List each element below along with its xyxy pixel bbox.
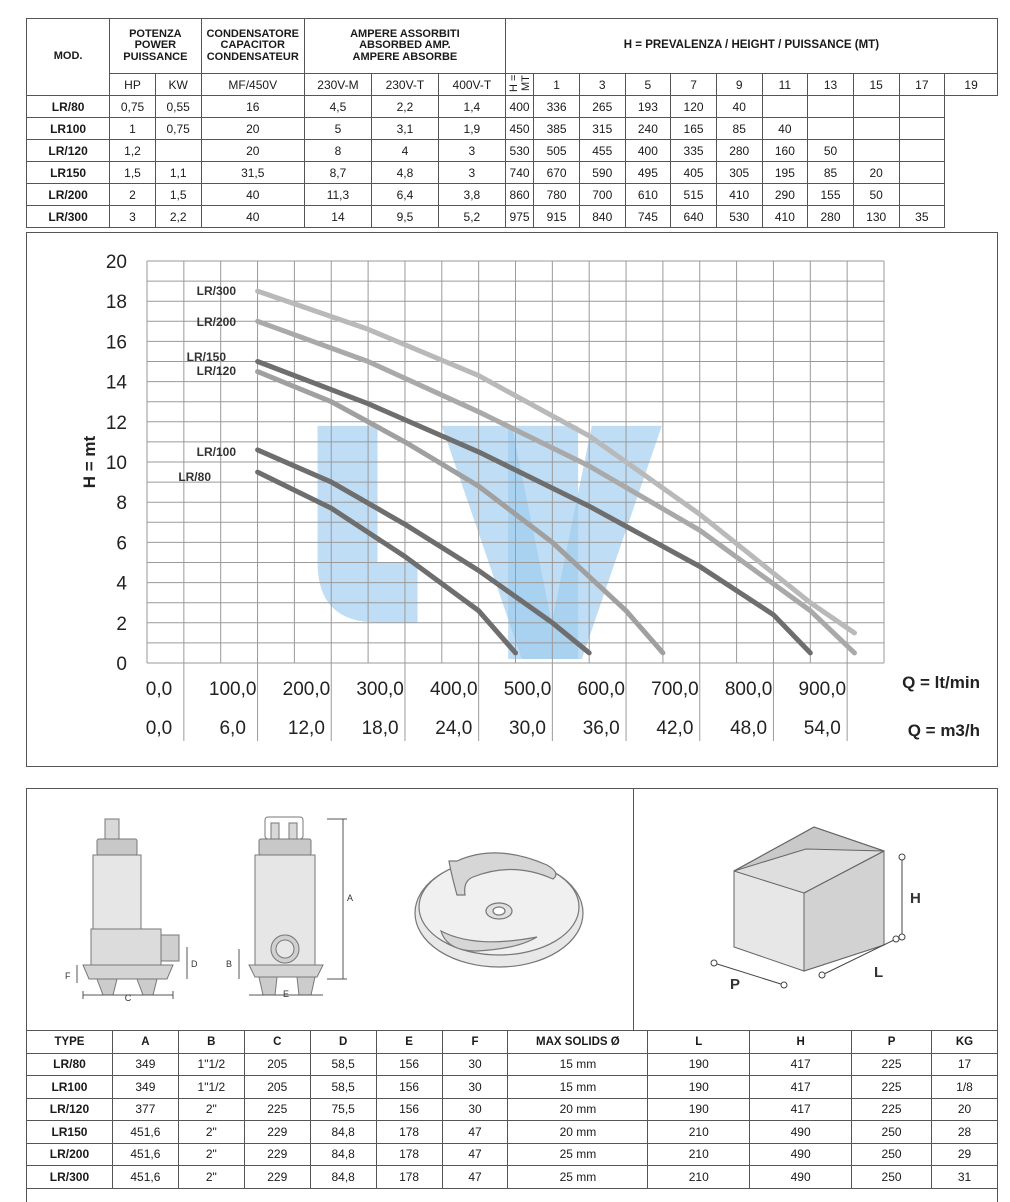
flow-header: 19 — [945, 74, 998, 96]
spec-header: B — [178, 1031, 244, 1054]
table-row — [27, 162, 998, 184]
spec-cell: 250 — [852, 1166, 932, 1189]
spec-cell: 30 — [442, 1098, 508, 1121]
x2-tick-label: 42,0 — [656, 718, 694, 739]
amp-230v-m-cell: 11,3 — [304, 184, 371, 206]
spec-cell: 349 — [112, 1053, 178, 1076]
height-cell: 130 — [853, 206, 899, 228]
height-cell — [899, 162, 945, 184]
spec-header: KG — [931, 1031, 997, 1054]
dim-b-label: B — [226, 959, 233, 969]
type-cell: LR/200 — [27, 1143, 113, 1166]
height-cell: 50 — [853, 184, 899, 206]
height-cell: 780 — [534, 184, 580, 206]
height-cell — [808, 118, 854, 140]
type-cell: LR150 — [27, 1121, 113, 1144]
spec-cell: 210 — [648, 1143, 750, 1166]
spec-cell: 20 mm — [508, 1121, 648, 1144]
spec-cell: 25 mm — [508, 1166, 648, 1189]
flow-header: 15 — [853, 74, 899, 96]
table-row — [27, 1053, 998, 1076]
height-cell: 530 — [716, 206, 762, 228]
spec-header: TYPE — [27, 1031, 113, 1054]
watermark-shape — [258, 426, 418, 623]
y-tick-label: 6 — [116, 533, 127, 555]
spec-cell: 225 — [852, 1076, 932, 1099]
spec-cell: 2" — [178, 1121, 244, 1144]
height-cell: 85 — [716, 118, 762, 140]
flow-header: 13 — [808, 74, 854, 96]
table-row — [27, 184, 998, 206]
package-l-label: L — [874, 964, 884, 981]
spec-cell: 229 — [244, 1166, 310, 1189]
amp-400v-t-cell: 5,2 — [438, 206, 505, 228]
height-cell — [899, 118, 945, 140]
header-hp: HP — [110, 74, 156, 96]
header-prevalenza: H = PREVALENZA / HEIGHT / PUISSANCE (MT) — [505, 19, 997, 74]
spec-cell: 349 — [112, 1076, 178, 1099]
height-cell: 640 — [671, 206, 717, 228]
spec-cell: 205 — [244, 1076, 310, 1099]
height-cell — [808, 96, 854, 118]
header-h-mt: H = MT — [505, 74, 533, 96]
x2-tick-label: 12,0 — [287, 718, 325, 739]
dim-e-label: E — [282, 989, 290, 999]
height-cell: 450 — [505, 118, 533, 140]
height-cell: 385 — [534, 118, 580, 140]
pump-drawings — [27, 789, 633, 1030]
spec-cell: 20 mm — [508, 1098, 648, 1121]
height-cell: 160 — [762, 140, 808, 162]
kw-cell: 0,75 — [155, 118, 201, 140]
spec-header: F — [442, 1031, 508, 1054]
height-cell: 335 — [671, 140, 717, 162]
spec-cell: 210 — [648, 1166, 750, 1189]
kw-cell: 2,2 — [155, 206, 201, 228]
x-axis-label: Q = lt/min — [902, 673, 980, 692]
capacitor-cell: 16 — [201, 96, 304, 118]
type-cell: LR/80 — [27, 1053, 113, 1076]
height-cell: 400 — [625, 140, 671, 162]
height-cell: 590 — [579, 162, 625, 184]
capacitor-cell: 40 — [201, 206, 304, 228]
model-cell: LR/300 — [27, 206, 110, 228]
spec-header: E — [376, 1031, 442, 1054]
hp-cell: 3 — [110, 206, 156, 228]
amp-230v-m-cell: 8,7 — [304, 162, 371, 184]
capacitor-cell: 20 — [201, 118, 304, 140]
spec-cell: 28 — [931, 1121, 997, 1144]
spec-cell: 31 — [931, 1166, 997, 1189]
spec-cell: 490 — [750, 1143, 852, 1166]
height-cell: 840 — [579, 206, 625, 228]
height-cell: 860 — [505, 184, 533, 206]
flow-header: 1 — [534, 74, 580, 96]
hp-cell: 1 — [110, 118, 156, 140]
amp-230v-m-cell: 8 — [304, 140, 371, 162]
hp-cell: 2 — [110, 184, 156, 206]
amp-400v-t-cell: 1,4 — [438, 96, 505, 118]
capacitor-cell: 20 — [201, 140, 304, 162]
performance-table — [26, 18, 998, 228]
x-tick-label: 200,0 — [282, 679, 331, 700]
hp-cell: 0,75 — [110, 96, 156, 118]
height-cell: 195 — [762, 162, 808, 184]
spec-cell: 47 — [442, 1143, 508, 1166]
spec-header: P — [852, 1031, 932, 1054]
impeller-view — [415, 853, 583, 967]
flow-header: 11 — [762, 74, 808, 96]
dim-d-label: D — [191, 959, 198, 969]
x2-tick-label: 36,0 — [582, 718, 620, 739]
spec-cell: 15 mm — [508, 1076, 648, 1099]
package-drawing — [634, 789, 998, 1030]
amp-230v-t-cell: 6,4 — [371, 184, 438, 206]
spec-cell: 47 — [442, 1166, 508, 1189]
spec-header: MAX SOLIDS Ø — [508, 1031, 648, 1054]
height-cell: 336 — [534, 96, 580, 118]
spec-cell: 178 — [376, 1143, 442, 1166]
y-tick-label: 2 — [116, 613, 127, 635]
spec-header: A — [112, 1031, 178, 1054]
x-tick-label: 600,0 — [577, 679, 625, 700]
x2-tick-label: 48,0 — [730, 718, 768, 739]
height-cell: 85 — [808, 162, 854, 184]
height-cell: 193 — [625, 96, 671, 118]
height-cell: 515 — [671, 184, 717, 206]
height-cell: 40 — [762, 118, 808, 140]
height-cell: 40 — [716, 96, 762, 118]
spec-cell: 156 — [376, 1098, 442, 1121]
x-tick-label: 900,0 — [798, 679, 847, 700]
x-tick-label: 0,0 — [145, 679, 173, 700]
table-row — [27, 1121, 998, 1144]
series-label: LR/80 — [178, 470, 211, 484]
header-kw: KW — [155, 74, 201, 96]
series-label: LR/100 — [196, 445, 236, 459]
header-mod: MOD. — [27, 19, 110, 96]
spec-cell: 20 — [931, 1098, 997, 1121]
pump-side-view — [77, 819, 187, 999]
spec-cell: 417 — [750, 1098, 852, 1121]
amp-230v-m-cell: 14 — [304, 206, 371, 228]
header-potenza: POTENZA POWER PUISSANCE — [110, 19, 201, 74]
amp-400v-t-cell: 1,9 — [438, 118, 505, 140]
spec-cell: 84,8 — [310, 1166, 376, 1189]
spec-cell: 225 — [852, 1098, 932, 1121]
capacitor-cell: 31,5 — [201, 162, 304, 184]
specifications-table — [26, 1030, 998, 1189]
amp-230v-t-cell: 9,5 — [371, 206, 438, 228]
header-mf: MF/450V — [201, 74, 304, 96]
amp-230v-m-cell: 5 — [304, 118, 371, 140]
y-tick-label: 18 — [105, 292, 127, 314]
spec-cell: 250 — [852, 1121, 932, 1144]
amp-230v-t-cell: 2,2 — [371, 96, 438, 118]
height-cell — [899, 140, 945, 162]
height-cell: 50 — [808, 140, 854, 162]
spec-cell: 2" — [178, 1166, 244, 1189]
header-230v-t: 230V-T — [371, 74, 438, 96]
spec-cell: 451,6 — [112, 1143, 178, 1166]
height-cell: 35 — [899, 206, 945, 228]
height-cell: 505 — [534, 140, 580, 162]
header-400v-t: 400V-T — [438, 74, 505, 96]
spec-cell: 156 — [376, 1076, 442, 1099]
x-tick-label: 800,0 — [724, 679, 773, 700]
hp-cell: 1,2 — [110, 140, 156, 162]
spec-cell: 2" — [178, 1098, 244, 1121]
y-tick-label: 14 — [105, 372, 127, 394]
table-row — [27, 1098, 998, 1121]
height-cell: 280 — [716, 140, 762, 162]
height-cell: 670 — [534, 162, 580, 184]
spec-cell: 30 — [442, 1053, 508, 1076]
spec-cell: 75,5 — [310, 1098, 376, 1121]
spec-cell: 2" — [178, 1143, 244, 1166]
amp-400v-t-cell: 3,8 — [438, 184, 505, 206]
package-box — [734, 827, 884, 971]
y-tick-label: 10 — [105, 453, 127, 474]
height-cell: 410 — [716, 184, 762, 206]
spec-cell: 417 — [750, 1053, 852, 1076]
kw-cell — [155, 140, 201, 162]
spec-cell: 205 — [244, 1053, 310, 1076]
height-cell: 20 — [853, 162, 899, 184]
spec-cell: 25 mm — [508, 1143, 648, 1166]
spec-cell: 417 — [750, 1076, 852, 1099]
performance-chart — [27, 233, 997, 766]
x2-tick-label: 30,0 — [509, 718, 546, 739]
spec-cell: 250 — [852, 1143, 932, 1166]
spec-cell: 15 mm — [508, 1053, 648, 1076]
height-cell — [853, 96, 899, 118]
spec-cell: 377 — [112, 1098, 178, 1121]
spec-cell: 29 — [931, 1143, 997, 1166]
series-label: LR/300 — [196, 284, 236, 298]
spec-cell: 225 — [852, 1053, 932, 1076]
kw-cell: 1,5 — [155, 184, 201, 206]
header-ampere: AMPERE ASSORBITI ABSORBED AMP. AMPERE ABSORBE — [304, 19, 505, 74]
kw-cell: 1,1 — [155, 162, 201, 184]
spec-cell: 490 — [750, 1166, 852, 1189]
model-cell: LR/80 — [27, 96, 110, 118]
kw-cell: 0,55 — [155, 96, 201, 118]
height-cell: 265 — [579, 96, 625, 118]
dim-f-label: F — [65, 971, 71, 981]
height-cell: 120 — [671, 96, 717, 118]
height-cell — [853, 140, 899, 162]
spec-cell: 229 — [244, 1143, 310, 1166]
flow-header: 3 — [579, 74, 625, 96]
height-cell: 410 — [762, 206, 808, 228]
spec-cell: 1"1/2 — [178, 1076, 244, 1099]
x-tick-label: 700,0 — [651, 679, 699, 700]
spec-header: C — [244, 1031, 310, 1054]
dim-a-label: A — [347, 893, 354, 903]
flow-header: 17 — [899, 74, 945, 96]
amp-230v-t-cell: 3,1 — [371, 118, 438, 140]
spec-cell: 451,6 — [112, 1166, 178, 1189]
table-row — [27, 1166, 998, 1189]
y-tick-label: 8 — [116, 493, 127, 515]
header-230v-m: 230V-M — [304, 74, 371, 96]
table-row — [27, 118, 998, 140]
spec-cell: 190 — [648, 1076, 750, 1099]
height-cell: 240 — [625, 118, 671, 140]
spec-cell: 190 — [648, 1053, 750, 1076]
model-cell: LR100 — [27, 118, 110, 140]
y-axis-label: H = mt — [80, 435, 99, 489]
height-cell: 700 — [579, 184, 625, 206]
y-tick-label: 20 — [105, 252, 127, 273]
x2-tick-label: 24,0 — [435, 718, 473, 739]
height-cell: 290 — [762, 184, 808, 206]
spec-cell: 451,6 — [112, 1121, 178, 1144]
height-cell: 975 — [505, 206, 533, 228]
height-cell: 280 — [808, 206, 854, 228]
model-cell: LR150 — [27, 162, 110, 184]
pump-front-view — [239, 817, 347, 995]
height-cell — [762, 96, 808, 118]
height-cell — [853, 118, 899, 140]
spec-header: L — [648, 1031, 750, 1054]
amp-230v-t-cell: 4 — [371, 140, 438, 162]
height-cell — [899, 184, 945, 206]
package-h-label: H — [910, 890, 921, 907]
spec-cell: 58,5 — [310, 1076, 376, 1099]
spec-header: H — [750, 1031, 852, 1054]
type-cell: LR100 — [27, 1076, 113, 1099]
table-row — [27, 1076, 998, 1099]
spec-cell: 30 — [442, 1076, 508, 1099]
table-row — [27, 140, 998, 162]
spec-cell: 17 — [931, 1053, 997, 1076]
height-cell: 400 — [505, 96, 533, 118]
spec-cell: 225 — [244, 1098, 310, 1121]
height-cell: 455 — [579, 140, 625, 162]
amp-400v-t-cell: 3 — [438, 162, 505, 184]
height-cell: 315 — [579, 118, 625, 140]
flow-header: 9 — [716, 74, 762, 96]
height-cell: 740 — [505, 162, 533, 184]
height-cell: 915 — [534, 206, 580, 228]
hp-cell: 1,5 — [110, 162, 156, 184]
height-cell: 155 — [808, 184, 854, 206]
spec-cell: 1"1/2 — [178, 1053, 244, 1076]
model-cell: LR/120 — [27, 140, 110, 162]
amp-230v-t-cell: 4,8 — [371, 162, 438, 184]
table-row — [27, 206, 998, 228]
amp-230v-m-cell: 4,5 — [304, 96, 371, 118]
amp-400v-t-cell: 3 — [438, 140, 505, 162]
spec-cell: 490 — [750, 1121, 852, 1144]
spec-cell: 47 — [442, 1121, 508, 1144]
height-cell: 745 — [625, 206, 671, 228]
x2-tick-label: 6,0 — [219, 718, 246, 739]
spec-cell: 58,5 — [310, 1053, 376, 1076]
x2-tick-label: 18,0 — [361, 718, 399, 739]
y-tick-label: 4 — [116, 573, 127, 595]
x-tick-label: 100,0 — [208, 679, 257, 700]
spec-cell: 178 — [376, 1166, 442, 1189]
type-cell: LR/120 — [27, 1098, 113, 1121]
spec-cell: 1/8 — [931, 1076, 997, 1099]
spec-header: D — [310, 1031, 376, 1054]
height-cell: 405 — [671, 162, 717, 184]
height-cell: 495 — [625, 162, 671, 184]
performance-chart-panel — [26, 232, 998, 767]
table-row — [27, 1143, 998, 1166]
x2-axis-label: Q = m3/h — [907, 721, 980, 740]
series-label: LR/120 — [196, 364, 236, 378]
package-p-label: P — [730, 976, 741, 993]
spec-cell: 156 — [376, 1053, 442, 1076]
x-tick-label: 400,0 — [430, 679, 478, 700]
height-cell: 165 — [671, 118, 717, 140]
x2-tick-label: 0,0 — [145, 718, 173, 739]
flow-header: 5 — [625, 74, 671, 96]
x-tick-label: 500,0 — [503, 679, 552, 700]
y-tick-label: 16 — [105, 332, 127, 354]
spec-cell: 84,8 — [310, 1121, 376, 1144]
height-cell: 610 — [625, 184, 671, 206]
height-cell: 305 — [716, 162, 762, 184]
spec-cell: 84,8 — [310, 1143, 376, 1166]
type-cell: LR/300 — [27, 1166, 113, 1189]
spec-cell: 210 — [648, 1121, 750, 1144]
y-tick-label: 12 — [105, 412, 127, 434]
spec-cell: 178 — [376, 1121, 442, 1144]
spec-cell: 229 — [244, 1121, 310, 1144]
x2-tick-label: 54,0 — [803, 718, 841, 739]
height-cell — [899, 96, 945, 118]
y-tick-label: 0 — [116, 654, 127, 675]
model-cell: LR/200 — [27, 184, 110, 206]
header-condensatore: CONDENSATORE CAPACITOR CONDENSATEUR — [201, 19, 304, 74]
series-label: LR/150 — [186, 350, 226, 364]
series-label: LR/200 — [196, 315, 236, 329]
table-row — [27, 96, 998, 118]
x-tick-label: 300,0 — [356, 679, 404, 700]
spec-cell: 190 — [648, 1098, 750, 1121]
capacitor-cell: 40 — [201, 184, 304, 206]
height-cell: 530 — [505, 140, 533, 162]
dim-c-label: C — [124, 993, 132, 1003]
flow-header: 7 — [671, 74, 717, 96]
